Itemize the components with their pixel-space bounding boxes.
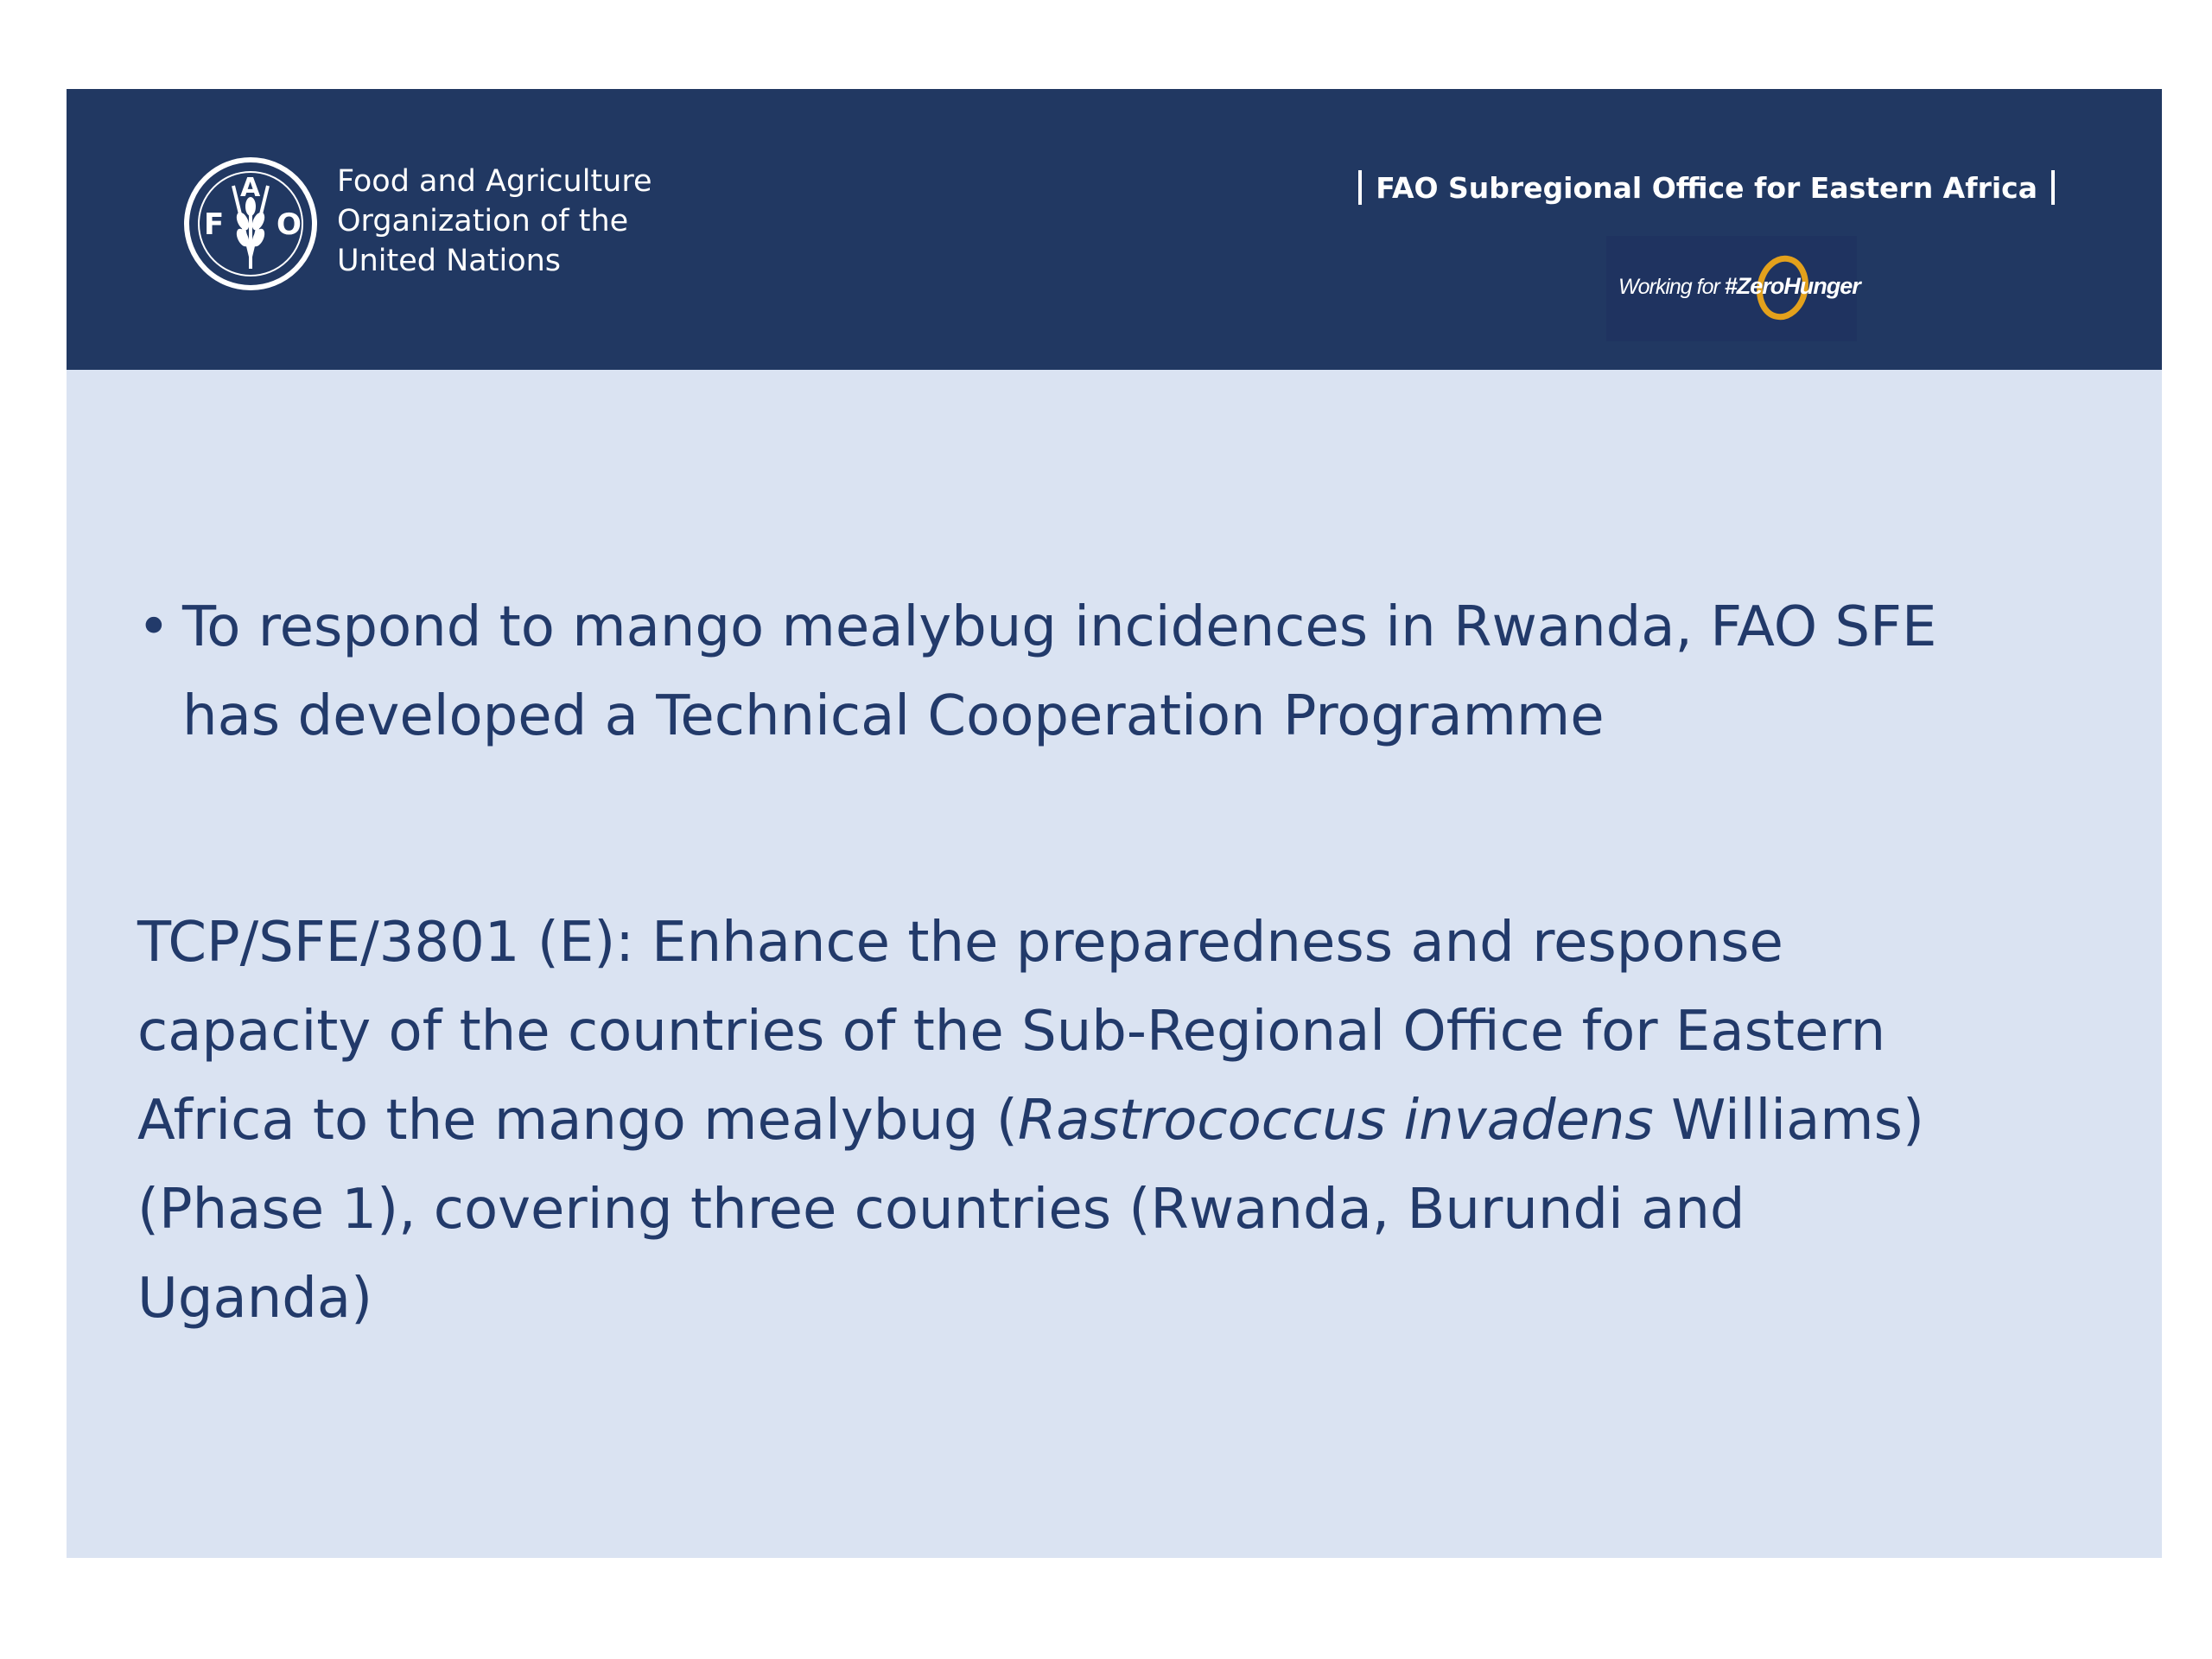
office-name: FAO Subregional Office for Eastern Africa (1376, 171, 2037, 205)
tcp-paragraph (137, 899, 1924, 1344)
bullet-line: To respond to mango mealybug incidences in Rwanda, FAO SFE (182, 595, 1937, 659)
organization-name (337, 162, 652, 281)
tcp-line-text: Williams) (1653, 1089, 1924, 1153)
header-banner (67, 89, 2162, 370)
organization-name-line: United Nations (337, 244, 562, 278)
campaign-prefix: Working for (1618, 275, 1725, 299)
zero-hunger-badge (1606, 236, 1860, 341)
bullet-line: has developed a Technical Cooperation Programme (182, 684, 1605, 748)
divider-bar (1358, 170, 1362, 205)
logo-letter-o: O (276, 207, 302, 242)
tcp-line: TCP/SFE/3801 (E): Enhance the preparedness and response (137, 911, 1783, 975)
logo-letter-a: A (240, 173, 261, 203)
campaign-hashtag: #ZeroHunger (1724, 273, 1860, 299)
tcp-line (137, 1077, 1924, 1166)
office-label (1344, 168, 2069, 208)
organization-name-line: Food and Agriculture (337, 164, 652, 199)
tcp-line: Uganda) (137, 1267, 373, 1331)
tcp-line: (Phase 1), covering three countries (Rwanda, Burundi and (137, 1178, 1745, 1242)
tcp-line: capacity of the countries of the Sub-Regional Office for Eastern (137, 1000, 1886, 1064)
bullet-symbol: • (137, 595, 170, 659)
slide (67, 89, 2162, 1558)
species-name: Rastrococcus invadens (1017, 1089, 1654, 1153)
fao-logo-icon (181, 155, 320, 293)
zero-hunger-text (1618, 269, 1860, 304)
divider-bar (2051, 170, 2055, 205)
tcp-line-text: Africa to the mango mealybug ( (137, 1089, 1018, 1153)
logo-letter-f: F (204, 207, 225, 242)
organization-name-line: Organization of the (337, 204, 629, 238)
bullet-paragraph (137, 583, 1936, 761)
